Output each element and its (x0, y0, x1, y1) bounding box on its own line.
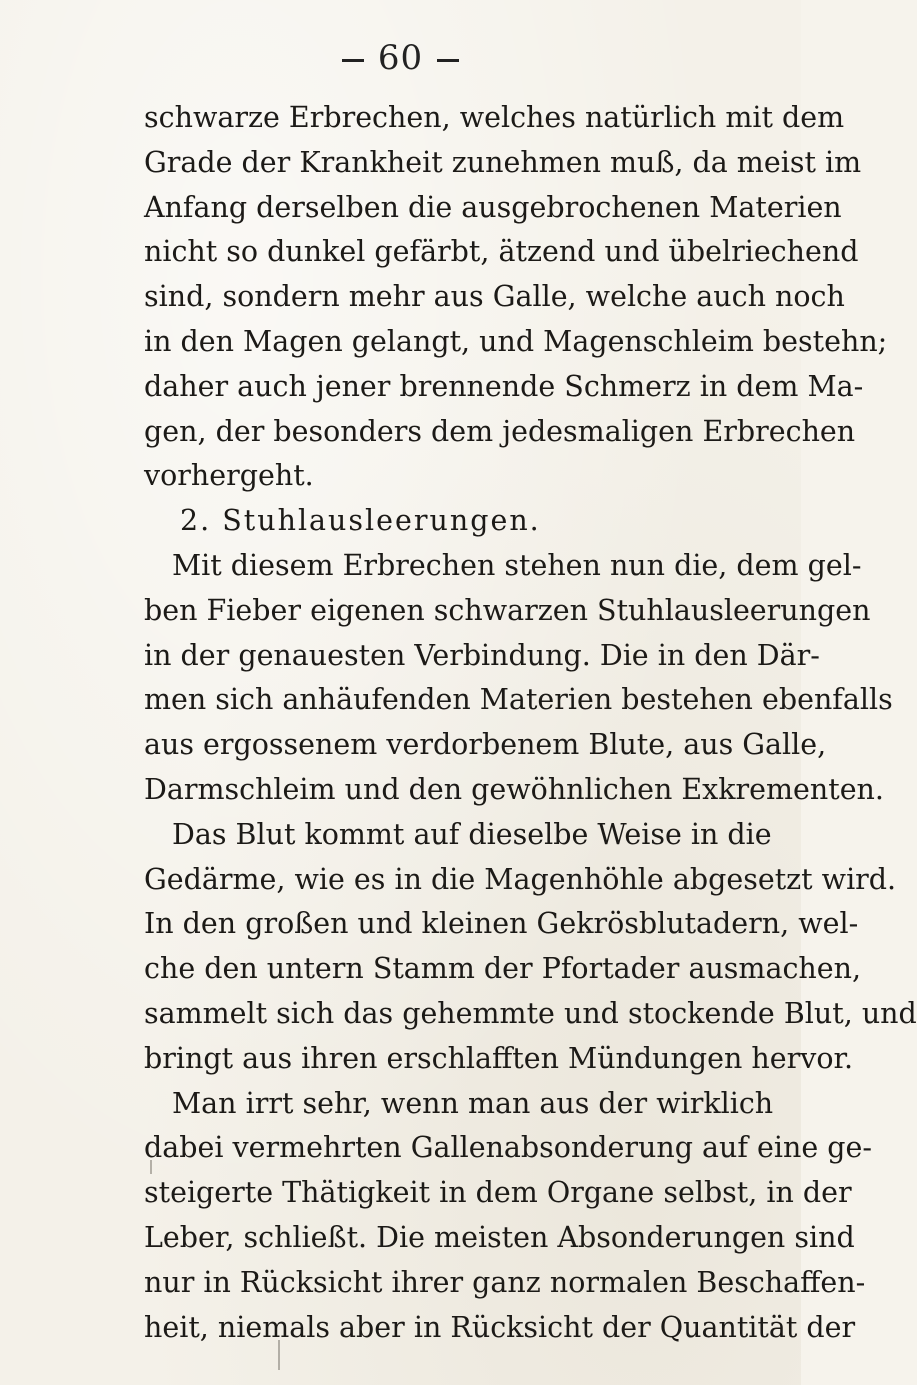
text-line: Grade der Krankheit zunehmen muß, da meist im (144, 145, 862, 179)
right-dash (437, 59, 459, 62)
page-number (0, 38, 801, 78)
text-line: Das Blut kommt auf dieselbe Weise in die (172, 817, 772, 851)
text-line: sind, sondern mehr aus Galle, welche auch noch (144, 280, 845, 314)
body-text (144, 96, 917, 1350)
text-line: schwarze Erbrechen, welches natürlich mit dem (144, 101, 845, 134)
text-line: In den großen und kleinen Gekrösblutadern, wel- (144, 907, 859, 941)
text-line: nicht so dunkel gefärbt, ätzend und übelriechend (144, 235, 859, 269)
text-line: heit, niemals aber in Rücksicht der Quantität der (144, 1310, 856, 1344)
text-line: dabei vermehrten Gallenabsonderung auf eine ge- (144, 1131, 873, 1165)
text-line: in den Magen gelangt, und Magenschleim bestehn; (144, 324, 888, 358)
text-line: bringt aus ihren erschlafften Mündungen hervor. (144, 1041, 854, 1075)
text-line: vorhergeht. (144, 459, 314, 493)
text-line: sammelt sich das gehemmte und stockende Blut, und (144, 996, 917, 1030)
text-line: in der genauesten Verbindung. Die in den Där- (144, 638, 820, 672)
text-line: Mit diesem Erbrechen stehen nun die, dem gel- (172, 548, 862, 582)
text-line: aus ergossenem verdorbenem Blute, aus Galle, (144, 728, 827, 762)
text-line: gen, der besonders dem jedesmaligen Erbrechen (144, 414, 856, 448)
text-line: nur in Rücksicht ihrer ganz normalen Beschaffen- (144, 1265, 866, 1299)
text-line: Darmschleim und den gewöhnlichen Exkrementen. (144, 772, 884, 806)
margin-mark (278, 1340, 280, 1370)
text-line: che den untern Stamm der Pfortader ausmachen, (144, 952, 862, 986)
text-line: daher auch jener brennende Schmerz in dem Ma- (144, 369, 864, 403)
text-line: ben Fieber eigenen schwarzen Stuhlausleerungen (144, 593, 871, 627)
text-line: Leber, schließt. Die meisten Absonderungen sind (144, 1220, 855, 1254)
left-dash (342, 59, 364, 62)
text-line: men sich anhäufenden Materien bestehen ebenfalls (144, 683, 893, 717)
text-line: Man irrt sehr, wenn man aus der wirklich (172, 1086, 774, 1120)
page-number-value: 60 (377, 38, 424, 78)
text-line: steigerte Thätigkeit in dem Organe selbst, in der (144, 1176, 852, 1210)
section-heading: 2. Stuhlausleerungen. (180, 504, 541, 538)
margin-mark (150, 1160, 152, 1174)
text-line: Anfang derselben die ausgebrochenen Materien (144, 190, 842, 224)
text-line: Gedärme, wie es in die Magenhöhle abgesetzt wird. (144, 862, 897, 896)
